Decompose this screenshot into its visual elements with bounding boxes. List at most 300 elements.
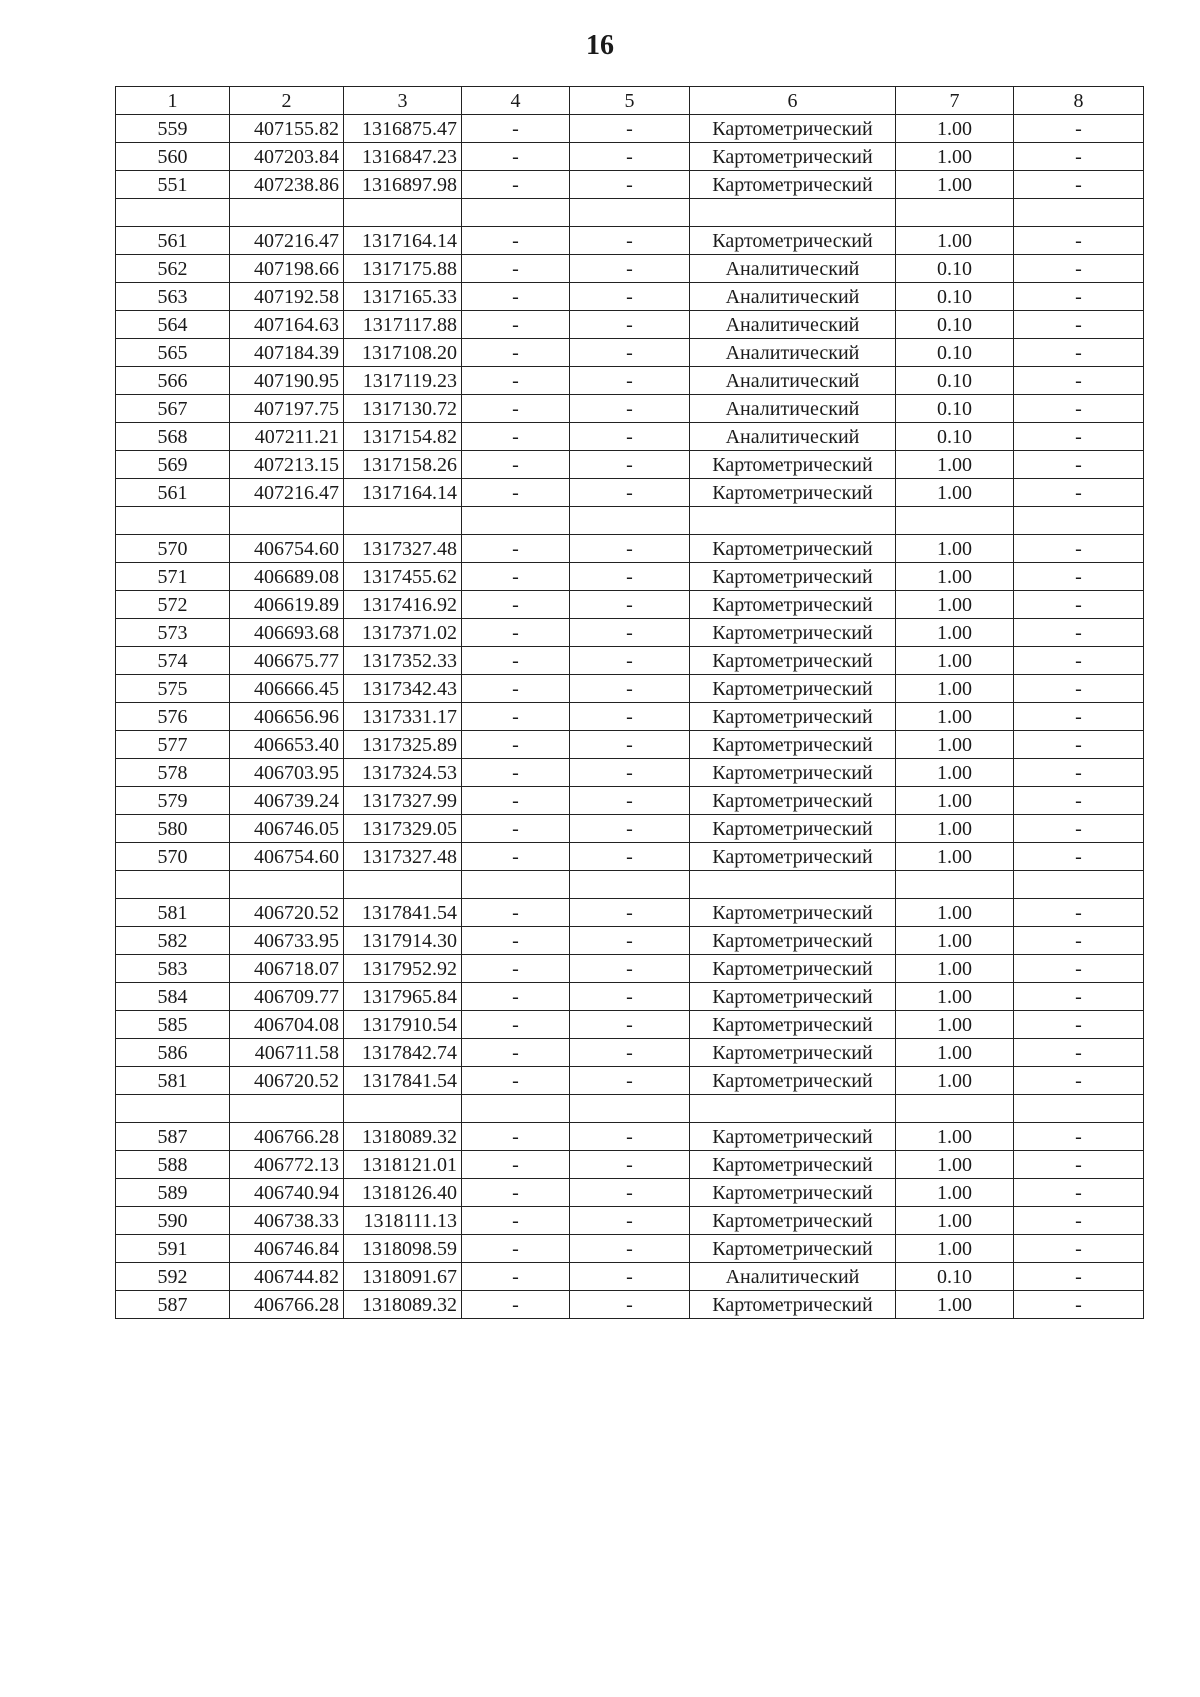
point-number-cell: 577 [116, 731, 230, 759]
x-coordinate-cell: 406754.60 [230, 535, 344, 563]
header-cell: 7 [896, 87, 1014, 115]
table-row [116, 1067, 1144, 1095]
table-row [116, 423, 1144, 451]
point-number-cell: 578 [116, 759, 230, 787]
x-coordinate-cell: 407216.47 [230, 479, 344, 507]
point-number-cell: 560 [116, 143, 230, 171]
col8-cell: - [1014, 479, 1144, 507]
x-coordinate-cell: 407198.66 [230, 255, 344, 283]
col4-cell [462, 871, 570, 899]
coordinates-table [115, 86, 1144, 1319]
separator-row [116, 1095, 1144, 1123]
point-number-cell: 571 [116, 563, 230, 591]
point-number-cell: 551 [116, 171, 230, 199]
col4-cell: - [462, 171, 570, 199]
method-cell [690, 871, 896, 899]
method-cell: Картометрический [690, 1207, 896, 1235]
col8-cell: - [1014, 815, 1144, 843]
col8-cell: - [1014, 1207, 1144, 1235]
col4-cell: - [462, 955, 570, 983]
y-coordinate-cell [344, 507, 462, 535]
col4-cell: - [462, 731, 570, 759]
method-cell: Картометрический [690, 171, 896, 199]
col4-cell: - [462, 703, 570, 731]
col5-cell [570, 1095, 690, 1123]
table-row [116, 1179, 1144, 1207]
point-number-cell: 567 [116, 395, 230, 423]
col8-cell: - [1014, 367, 1144, 395]
point-number-cell: 588 [116, 1151, 230, 1179]
separator-row [116, 507, 1144, 535]
col5-cell: - [570, 899, 690, 927]
col8-cell: - [1014, 591, 1144, 619]
x-coordinate-cell: 406711.58 [230, 1039, 344, 1067]
accuracy-cell: 1.00 [896, 1123, 1014, 1151]
table-row [116, 367, 1144, 395]
point-number-cell [116, 1095, 230, 1123]
col8-cell: - [1014, 843, 1144, 871]
point-number-cell [116, 871, 230, 899]
col4-cell: - [462, 1291, 570, 1319]
y-coordinate-cell: 1317910.54 [344, 1011, 462, 1039]
y-coordinate-cell: 1317108.20 [344, 339, 462, 367]
col5-cell: - [570, 1151, 690, 1179]
col4-cell: - [462, 1039, 570, 1067]
method-cell: Аналитический [690, 423, 896, 451]
col8-cell: - [1014, 731, 1144, 759]
table-row [116, 899, 1144, 927]
table-row [116, 171, 1144, 199]
point-number-cell: 581 [116, 899, 230, 927]
col8-cell: - [1014, 759, 1144, 787]
col5-cell: - [570, 1235, 690, 1263]
point-number-cell: 570 [116, 535, 230, 563]
accuracy-cell: 0.10 [896, 283, 1014, 311]
point-number-cell: 576 [116, 703, 230, 731]
col5-cell: - [570, 1263, 690, 1291]
col4-cell [462, 199, 570, 227]
x-coordinate-cell: 406754.60 [230, 843, 344, 871]
col8-cell: - [1014, 647, 1144, 675]
col4-cell: - [462, 423, 570, 451]
header-cell: 3 [344, 87, 462, 115]
accuracy-cell: 1.00 [896, 983, 1014, 1011]
x-coordinate-cell: 407211.21 [230, 423, 344, 451]
x-coordinate-cell: 406746.84 [230, 1235, 344, 1263]
table-row [116, 535, 1144, 563]
col8-cell [1014, 199, 1144, 227]
accuracy-cell: 0.10 [896, 339, 1014, 367]
col8-cell: - [1014, 423, 1144, 451]
header-cell: 4 [462, 87, 570, 115]
method-cell: Картометрический [690, 675, 896, 703]
header-cell: 8 [1014, 87, 1144, 115]
accuracy-cell: 0.10 [896, 395, 1014, 423]
method-cell: Аналитический [690, 311, 896, 339]
method-cell: Картометрический [690, 479, 896, 507]
accuracy-cell: 1.00 [896, 535, 1014, 563]
point-number-cell: 565 [116, 339, 230, 367]
col5-cell: - [570, 227, 690, 255]
point-number-cell [116, 507, 230, 535]
col8-cell: - [1014, 675, 1144, 703]
col5-cell: - [570, 675, 690, 703]
x-coordinate-cell: 407164.63 [230, 311, 344, 339]
method-cell: Картометрический [690, 563, 896, 591]
x-coordinate-cell: 407238.86 [230, 171, 344, 199]
accuracy-cell: 1.00 [896, 815, 1014, 843]
y-coordinate-cell: 1317327.99 [344, 787, 462, 815]
method-cell: Картометрический [690, 451, 896, 479]
table-row [116, 227, 1144, 255]
col8-cell: - [1014, 1067, 1144, 1095]
accuracy-cell: 0.10 [896, 1263, 1014, 1291]
y-coordinate-cell: 1317352.33 [344, 647, 462, 675]
x-coordinate-cell: 406744.82 [230, 1263, 344, 1291]
y-coordinate-cell: 1317325.89 [344, 731, 462, 759]
x-coordinate-cell: 406746.05 [230, 815, 344, 843]
table-row [116, 983, 1144, 1011]
y-coordinate-cell: 1317154.82 [344, 423, 462, 451]
col8-cell: - [1014, 1039, 1144, 1067]
x-coordinate-cell: 406766.28 [230, 1123, 344, 1151]
col5-cell: - [570, 787, 690, 815]
y-coordinate-cell: 1317914.30 [344, 927, 462, 955]
col4-cell [462, 1095, 570, 1123]
method-cell: Картометрический [690, 787, 896, 815]
x-coordinate-cell [230, 507, 344, 535]
col4-cell: - [462, 535, 570, 563]
y-coordinate-cell: 1317841.54 [344, 1067, 462, 1095]
y-coordinate-cell: 1316897.98 [344, 171, 462, 199]
col5-cell: - [570, 535, 690, 563]
col5-cell: - [570, 1039, 690, 1067]
method-cell: Картометрический [690, 1067, 896, 1095]
x-coordinate-cell: 407155.82 [230, 115, 344, 143]
y-coordinate-cell [344, 199, 462, 227]
col5-cell: - [570, 115, 690, 143]
col8-cell [1014, 507, 1144, 535]
x-coordinate-cell: 406718.07 [230, 955, 344, 983]
x-coordinate-cell: 406772.13 [230, 1151, 344, 1179]
point-number-cell: 574 [116, 647, 230, 675]
col5-cell: - [570, 283, 690, 311]
col8-cell: - [1014, 115, 1144, 143]
y-coordinate-cell: 1317331.17 [344, 703, 462, 731]
y-coordinate-cell: 1317165.33 [344, 283, 462, 311]
method-cell [690, 507, 896, 535]
x-coordinate-cell: 407184.39 [230, 339, 344, 367]
col8-cell: - [1014, 171, 1144, 199]
col5-cell: - [570, 423, 690, 451]
method-cell: Картометрический [690, 1291, 896, 1319]
col8-cell: - [1014, 143, 1144, 171]
x-coordinate-cell: 406653.40 [230, 731, 344, 759]
y-coordinate-cell: 1317965.84 [344, 983, 462, 1011]
point-number-cell: 581 [116, 1067, 230, 1095]
col4-cell: - [462, 1179, 570, 1207]
y-coordinate-cell: 1318126.40 [344, 1179, 462, 1207]
y-coordinate-cell: 1317164.14 [344, 479, 462, 507]
accuracy-cell [896, 871, 1014, 899]
y-coordinate-cell: 1317371.02 [344, 619, 462, 647]
method-cell: Картометрический [690, 1179, 896, 1207]
method-cell: Картометрический [690, 1151, 896, 1179]
x-coordinate-cell: 406739.24 [230, 787, 344, 815]
y-coordinate-cell: 1317329.05 [344, 815, 462, 843]
table-row [116, 1151, 1144, 1179]
y-coordinate-cell: 1317327.48 [344, 535, 462, 563]
method-cell: Картометрический [690, 703, 896, 731]
y-coordinate-cell: 1317842.74 [344, 1039, 462, 1067]
y-coordinate-cell: 1318091.67 [344, 1263, 462, 1291]
col5-cell [570, 871, 690, 899]
accuracy-cell: 1.00 [896, 927, 1014, 955]
col4-cell: - [462, 395, 570, 423]
point-number-cell: 569 [116, 451, 230, 479]
col4-cell: - [462, 647, 570, 675]
accuracy-cell: 0.10 [896, 423, 1014, 451]
col5-cell: - [570, 983, 690, 1011]
col8-cell: - [1014, 1179, 1144, 1207]
col8-cell: - [1014, 619, 1144, 647]
table-row [116, 143, 1144, 171]
y-coordinate-cell: 1317841.54 [344, 899, 462, 927]
col8-cell: - [1014, 535, 1144, 563]
table-row [116, 1207, 1144, 1235]
col8-cell: - [1014, 1263, 1144, 1291]
x-coordinate-cell: 406619.89 [230, 591, 344, 619]
method-cell [690, 199, 896, 227]
point-number-cell: 592 [116, 1263, 230, 1291]
x-coordinate-cell [230, 871, 344, 899]
accuracy-cell: 0.10 [896, 367, 1014, 395]
accuracy-cell: 1.00 [896, 1291, 1014, 1319]
table-row [116, 1263, 1144, 1291]
method-cell: Картометрический [690, 731, 896, 759]
accuracy-cell: 1.00 [896, 1179, 1014, 1207]
method-cell: Картометрический [690, 535, 896, 563]
point-number-cell: 572 [116, 591, 230, 619]
col4-cell: - [462, 367, 570, 395]
accuracy-cell: 1.00 [896, 563, 1014, 591]
method-cell: Картометрический [690, 759, 896, 787]
col4-cell: - [462, 787, 570, 815]
method-cell: Картометрический [690, 983, 896, 1011]
table-row [116, 451, 1144, 479]
table-row [116, 591, 1144, 619]
accuracy-cell: 1.00 [896, 899, 1014, 927]
method-cell: Картометрический [690, 843, 896, 871]
col4-cell: - [462, 1123, 570, 1151]
point-number-cell: 589 [116, 1179, 230, 1207]
col5-cell: - [570, 1011, 690, 1039]
y-coordinate-cell: 1317130.72 [344, 395, 462, 423]
point-number-cell: 568 [116, 423, 230, 451]
method-cell: Картометрический [690, 619, 896, 647]
method-cell: Картометрический [690, 955, 896, 983]
accuracy-cell: 1.00 [896, 1151, 1014, 1179]
table-body [116, 87, 1144, 1319]
col4-cell: - [462, 451, 570, 479]
table-row [116, 759, 1144, 787]
col8-cell: - [1014, 927, 1144, 955]
table-row [116, 1011, 1144, 1039]
col8-cell: - [1014, 1123, 1144, 1151]
y-coordinate-cell: 1317158.26 [344, 451, 462, 479]
point-number-cell: 587 [116, 1123, 230, 1151]
point-number-cell: 562 [116, 255, 230, 283]
col4-cell: - [462, 1207, 570, 1235]
accuracy-cell: 1.00 [896, 675, 1014, 703]
method-cell: Картометрический [690, 1011, 896, 1039]
accuracy-cell: 1.00 [896, 115, 1014, 143]
point-number-cell: 585 [116, 1011, 230, 1039]
accuracy-cell [896, 199, 1014, 227]
col4-cell: - [462, 227, 570, 255]
col8-cell: - [1014, 451, 1144, 479]
header-cell: 1 [116, 87, 230, 115]
accuracy-cell: 1.00 [896, 731, 1014, 759]
col4-cell: - [462, 815, 570, 843]
col5-cell: - [570, 815, 690, 843]
col4-cell: - [462, 563, 570, 591]
x-coordinate-cell: 406720.52 [230, 1067, 344, 1095]
col5-cell: - [570, 479, 690, 507]
col8-cell: - [1014, 339, 1144, 367]
y-coordinate-cell: 1318089.32 [344, 1291, 462, 1319]
x-coordinate-cell: 406675.77 [230, 647, 344, 675]
x-coordinate-cell: 406703.95 [230, 759, 344, 787]
x-coordinate-cell: 406720.52 [230, 899, 344, 927]
table-row [116, 1039, 1144, 1067]
y-coordinate-cell: 1317455.62 [344, 563, 462, 591]
x-coordinate-cell: 406704.08 [230, 1011, 344, 1039]
col4-cell: - [462, 339, 570, 367]
method-cell: Картометрический [690, 1235, 896, 1263]
method-cell: Картометрический [690, 227, 896, 255]
col5-cell: - [570, 1179, 690, 1207]
x-coordinate-cell [230, 1095, 344, 1123]
col5-cell: - [570, 451, 690, 479]
col5-cell: - [570, 955, 690, 983]
point-number-cell: 583 [116, 955, 230, 983]
accuracy-cell: 0.10 [896, 255, 1014, 283]
col8-cell: - [1014, 283, 1144, 311]
method-cell: Картометрический [690, 143, 896, 171]
table-row [116, 563, 1144, 591]
point-number-cell: 575 [116, 675, 230, 703]
separator-row [116, 199, 1144, 227]
accuracy-cell: 1.00 [896, 619, 1014, 647]
method-cell: Аналитический [690, 255, 896, 283]
accuracy-cell: 1.00 [896, 703, 1014, 731]
col4-cell: - [462, 1011, 570, 1039]
point-number-cell: 579 [116, 787, 230, 815]
table-row [116, 647, 1144, 675]
method-cell [690, 1095, 896, 1123]
col5-cell: - [570, 619, 690, 647]
accuracy-cell: 1.00 [896, 451, 1014, 479]
x-coordinate-cell: 407213.15 [230, 451, 344, 479]
y-coordinate-cell: 1317416.92 [344, 591, 462, 619]
accuracy-cell: 1.00 [896, 1235, 1014, 1263]
col5-cell [570, 199, 690, 227]
col5-cell: - [570, 1067, 690, 1095]
point-number-cell: 570 [116, 843, 230, 871]
col8-cell: - [1014, 1151, 1144, 1179]
col5-cell: - [570, 367, 690, 395]
point-number-cell: 564 [116, 311, 230, 339]
x-coordinate-cell: 406740.94 [230, 1179, 344, 1207]
point-number-cell [116, 199, 230, 227]
accuracy-cell: 1.00 [896, 227, 1014, 255]
col5-cell: - [570, 1291, 690, 1319]
accuracy-cell: 1.00 [896, 843, 1014, 871]
y-coordinate-cell [344, 871, 462, 899]
col5-cell: - [570, 563, 690, 591]
x-coordinate-cell: 407216.47 [230, 227, 344, 255]
col4-cell: - [462, 1067, 570, 1095]
col5-cell: - [570, 927, 690, 955]
point-number-cell: 586 [116, 1039, 230, 1067]
accuracy-cell: 1.00 [896, 1207, 1014, 1235]
table-row [116, 703, 1144, 731]
page-number: 16 [586, 30, 614, 61]
y-coordinate-cell: 1318098.59 [344, 1235, 462, 1263]
header-cell: 5 [570, 87, 690, 115]
x-coordinate-cell: 406693.68 [230, 619, 344, 647]
point-number-cell: 561 [116, 227, 230, 255]
table-row [116, 955, 1144, 983]
header-row [116, 87, 1144, 115]
table-row [116, 115, 1144, 143]
point-number-cell: 587 [116, 1291, 230, 1319]
col8-cell [1014, 871, 1144, 899]
col8-cell: - [1014, 311, 1144, 339]
col5-cell: - [570, 255, 690, 283]
method-cell: Картометрический [690, 1123, 896, 1151]
table-row [116, 1123, 1144, 1151]
col8-cell: - [1014, 395, 1144, 423]
y-coordinate-cell: 1317175.88 [344, 255, 462, 283]
method-cell: Картометрический [690, 647, 896, 675]
col4-cell: - [462, 619, 570, 647]
y-coordinate-cell: 1318121.01 [344, 1151, 462, 1179]
table-row [116, 311, 1144, 339]
col5-cell: - [570, 759, 690, 787]
table-row [116, 283, 1144, 311]
header-cell: 6 [690, 87, 896, 115]
accuracy-cell: 1.00 [896, 1067, 1014, 1095]
method-cell: Картометрический [690, 1039, 896, 1067]
table-row [116, 815, 1144, 843]
point-number-cell: 559 [116, 115, 230, 143]
point-number-cell: 566 [116, 367, 230, 395]
method-cell: Картометрический [690, 591, 896, 619]
accuracy-cell: 1.00 [896, 143, 1014, 171]
x-coordinate-cell: 407192.58 [230, 283, 344, 311]
col5-cell: - [570, 843, 690, 871]
table-row [116, 731, 1144, 759]
point-number-cell: 573 [116, 619, 230, 647]
y-coordinate-cell: 1316875.47 [344, 115, 462, 143]
accuracy-cell [896, 507, 1014, 535]
method-cell: Аналитический [690, 283, 896, 311]
col5-cell: - [570, 395, 690, 423]
col4-cell: - [462, 255, 570, 283]
x-coordinate-cell: 406666.45 [230, 675, 344, 703]
